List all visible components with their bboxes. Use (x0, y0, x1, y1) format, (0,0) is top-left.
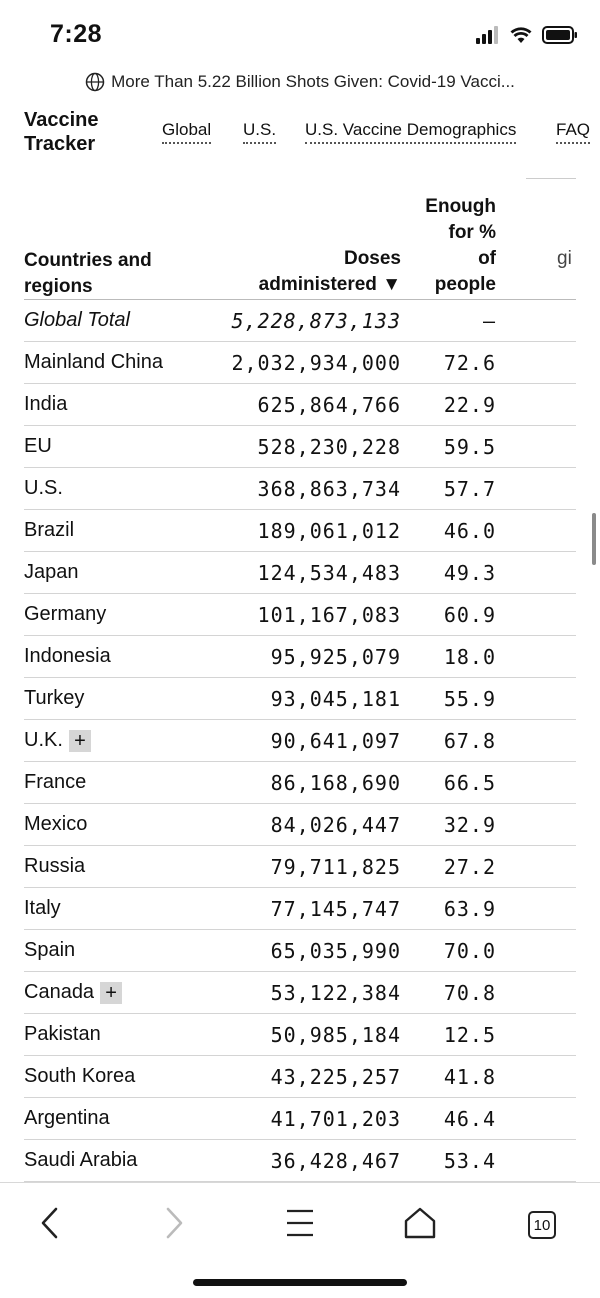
country-name: Brazil (24, 519, 75, 541)
enough-for-cell: 49.3 (443, 561, 496, 585)
country-cell (24, 897, 61, 920)
country-name: Global Total (24, 309, 130, 331)
enough-for-cell: – (482, 309, 496, 333)
country-name: Spain (24, 939, 76, 961)
doses-cell: 65,035,990 (270, 939, 401, 963)
forward-icon (164, 1207, 184, 1244)
country-name: Japan (24, 561, 79, 583)
brand-line-2: Tracker (24, 133, 96, 155)
column-header-enough-line-1: Enough (425, 196, 496, 217)
enough-for-cell: 55.9 (443, 687, 496, 711)
page-title: More Than 5.22 Billion Shots Given: Covid-19 Vacci... (111, 72, 515, 91)
doses-cell: 124,534,483 (257, 561, 401, 585)
country-cell (24, 351, 163, 374)
country-cell (24, 519, 74, 542)
enough-for-cell: 67.8 (443, 729, 496, 753)
globe-icon (85, 72, 105, 92)
table-row (24, 1056, 576, 1098)
table-row (24, 594, 576, 636)
country-cell (24, 309, 130, 332)
nav-link-global[interactable]: Global (162, 120, 211, 144)
table-body (0, 300, 600, 1182)
doses-cell: 95,925,079 (270, 645, 401, 669)
enough-for-cell: 63.9 (443, 897, 496, 921)
country-cell (24, 939, 75, 962)
country-name: Indonesia (24, 645, 111, 667)
enough-for-cell: 70.8 (443, 981, 496, 1005)
site-nav (0, 104, 600, 164)
country-name: Pakistan (24, 1023, 101, 1045)
country-cell (24, 813, 87, 836)
doses-cell: 625,864,766 (257, 393, 401, 417)
doses-cell: 53,122,384 (270, 981, 401, 1005)
enough-for-cell: 18.0 (443, 645, 496, 669)
column-header-next-partial[interactable]: gi (557, 248, 572, 269)
forward-button[interactable] (152, 1203, 196, 1247)
country-name: U.S. (24, 477, 63, 499)
country-cell (24, 729, 91, 752)
table-row (24, 426, 576, 468)
enough-for-cell: 66.5 (443, 771, 496, 795)
enough-for-cell: 59.5 (443, 435, 496, 459)
table-header (0, 184, 600, 300)
wifi-icon (510, 26, 532, 49)
table-row (24, 636, 576, 678)
tabs-icon: 10 (528, 1211, 556, 1239)
country-cell (24, 1107, 110, 1130)
table-row (24, 720, 576, 762)
column-header-enough-line-4: people (434, 274, 496, 295)
country-cell (24, 435, 52, 458)
doses-cell: 90,641,097 (270, 729, 401, 753)
table-row (24, 930, 576, 972)
menu-icon (285, 1208, 315, 1243)
doses-cell: 36,428,467 (270, 1149, 401, 1173)
country-name: EU (24, 435, 52, 457)
status-time: 7:28 (50, 20, 103, 48)
doses-cell: 189,061,012 (257, 519, 401, 543)
status-bar (0, 0, 600, 64)
column-header-doses-line-1: Doses (343, 248, 401, 269)
country-cell (24, 393, 67, 416)
enough-for-cell: 12.5 (443, 1023, 496, 1047)
enough-for-cell: 53.4 (443, 1149, 496, 1173)
country-name: Saudi Arabia (24, 1149, 138, 1171)
expand-plus-icon[interactable]: + (100, 982, 122, 1004)
country-name: U.K. (24, 729, 63, 751)
table-row (24, 1140, 576, 1182)
table-row (24, 1098, 576, 1140)
column-header-countries[interactable] (24, 248, 194, 300)
nav-link-us-vaccine-demographics[interactable]: U.S. Vaccine Demographics (305, 120, 516, 144)
browser-toolbar (0, 1182, 600, 1298)
battery-icon (542, 26, 578, 49)
table-row (24, 804, 576, 846)
table-row (24, 972, 576, 1014)
country-name: Canada (24, 981, 95, 1003)
country-cell (24, 1023, 101, 1046)
column-header-doses-line-2: administered ▼ (258, 274, 401, 295)
doses-cell: 77,145,747 (270, 897, 401, 921)
country-name: Mexico (24, 813, 88, 835)
country-name: Germany (24, 603, 107, 625)
country-name: Argentina (24, 1107, 110, 1129)
nav-link-us[interactable]: U.S. (243, 120, 276, 144)
back-icon (40, 1207, 60, 1244)
table-row (24, 510, 576, 552)
enough-for-cell: 41.8 (443, 1065, 496, 1089)
cellular-signal-icon (476, 26, 500, 49)
table-row (24, 384, 576, 426)
country-cell (24, 771, 86, 794)
doses-cell: 50,985,184 (270, 1023, 401, 1047)
country-cell (24, 1149, 137, 1172)
country-cell (24, 477, 63, 500)
enough-for-cell: 27.2 (443, 855, 496, 879)
enough-for-cell: 57.7 (443, 477, 496, 501)
menu-button[interactable] (278, 1203, 322, 1247)
home-indicator[interactable] (193, 1279, 407, 1286)
nav-link-faq[interactable]: FAQ (556, 120, 590, 144)
back-button[interactable] (28, 1203, 72, 1247)
country-cell (24, 855, 85, 878)
column-header-enough-line-3: of (478, 248, 496, 269)
country-cell (24, 1065, 135, 1088)
column-header-countries-line-2: regions (24, 276, 93, 297)
country-name: South Korea (24, 1065, 136, 1087)
table-row (24, 762, 576, 804)
brand-line-1: Vaccine (24, 109, 99, 131)
table-row-global-total (24, 300, 576, 342)
status-icons (476, 24, 578, 50)
country-cell (24, 561, 79, 584)
country-name: Italy (24, 897, 61, 919)
scroll-indicator[interactable] (592, 513, 596, 565)
next-column-rule (526, 178, 576, 179)
doses-cell: 5,228,873,133 (231, 309, 401, 333)
doses-cell: 41,701,203 (270, 1107, 401, 1131)
doses-cell: 86,168,690 (270, 771, 401, 795)
doses-cell: 528,230,228 (257, 435, 401, 459)
enough-for-cell: 60.9 (443, 603, 496, 627)
enough-for-cell: 46.4 (443, 1107, 496, 1131)
enough-for-cell: 72.6 (443, 351, 496, 375)
table-row (24, 342, 576, 384)
doses-cell: 93,045,181 (270, 687, 401, 711)
country-cell (24, 603, 106, 626)
expand-plus-icon[interactable]: + (69, 730, 91, 752)
table-row (24, 1014, 576, 1056)
table-row (24, 552, 576, 594)
enough-for-cell: 70.0 (443, 939, 496, 963)
doses-cell: 84,026,447 (270, 813, 401, 837)
country-name: France (24, 771, 87, 793)
country-cell (24, 981, 122, 1004)
doses-cell: 368,863,734 (257, 477, 401, 501)
country-name: India (24, 393, 68, 415)
enough-for-cell: 22.9 (443, 393, 496, 417)
doses-cell: 43,225,257 (270, 1065, 401, 1089)
country-name: Mainland China (24, 351, 163, 373)
tabs-button[interactable] (520, 1203, 564, 1247)
doses-cell: 79,711,825 (270, 855, 401, 879)
table-row (24, 678, 576, 720)
column-header-countries-line-1: Countries and (24, 250, 152, 271)
country-name: Turkey (24, 687, 85, 709)
doses-cell: 101,167,083 (257, 603, 401, 627)
home-icon (403, 1207, 437, 1244)
enough-for-cell: 46.0 (443, 519, 496, 543)
doses-cell: 2,032,934,000 (231, 351, 401, 375)
column-header-enough-for[interactable] (406, 194, 496, 298)
home-button[interactable] (398, 1203, 442, 1247)
column-header-doses[interactable] (259, 246, 401, 298)
table-row (24, 888, 576, 930)
country-cell (24, 687, 84, 710)
table-row (24, 846, 576, 888)
browser-title-bar[interactable] (0, 68, 600, 96)
column-header-enough-line-2: for % (448, 222, 496, 243)
brand-logo[interactable] (24, 108, 99, 156)
country-name: Russia (24, 855, 86, 877)
table-row (24, 468, 576, 510)
enough-for-cell: 32.9 (443, 813, 496, 837)
country-cell (24, 645, 111, 668)
